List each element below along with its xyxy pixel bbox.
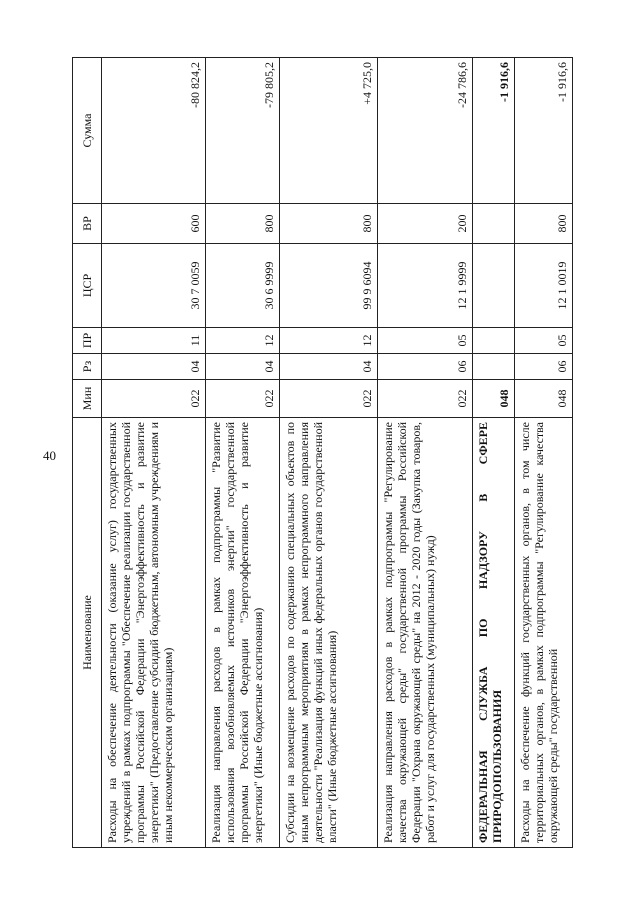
budget-table: [72, 57, 573, 848]
row-min: 022: [206, 380, 280, 418]
header-min: Мин: [73, 380, 102, 418]
header-sum: Сумма: [73, 58, 102, 204]
table-row: [378, 58, 473, 848]
row-vr: 800: [280, 204, 378, 244]
table-row: [102, 58, 206, 848]
row-pr: 12: [206, 328, 280, 354]
row-pr: [473, 328, 515, 354]
row-pr: 11: [102, 328, 206, 354]
row-rz: 04: [206, 354, 280, 380]
header-pr: ПР: [73, 328, 102, 354]
rotated-page: [72, 58, 592, 848]
row-vr: [473, 204, 515, 244]
row-sum: +4 725,0: [280, 58, 378, 204]
row-pr: 05: [515, 328, 573, 354]
row-sum: -1 916,6: [515, 58, 573, 204]
row-sum: -24 786,6: [378, 58, 473, 204]
row-rz: 04: [102, 354, 206, 380]
row-sum: -79 805,2: [206, 58, 280, 204]
table-row: [515, 58, 573, 848]
row-name: ФЕДЕРАЛЬНАЯ СЛУЖБА ПО НАДЗОРУ В СФЕРЕ ПРИРОДОПОЛЬЗОВАНИЯ: [473, 418, 515, 848]
row-vr: 800: [206, 204, 280, 244]
row-name: Реализация направления расходов в рамках подпрограммы "Развитие использования возобновляемых источников энергии" государственной программы Российской Федерации "Энергоэффективность и развитие энергетики" (Иные бюджетные ассигнования): [206, 418, 280, 848]
row-vr: 200: [378, 204, 473, 244]
table-row: [206, 58, 280, 848]
row-sum: -1 916,6: [473, 58, 515, 204]
row-min: 048: [515, 380, 573, 418]
row-rz: 06: [515, 354, 573, 380]
row-pr: 12: [280, 328, 378, 354]
row-min: 022: [378, 380, 473, 418]
row-name: Расходы на обеспечение функций государственных органов, в том числе территориальных органов, в рамках подпрограммы "Регулирование качества окружающей среды" государственной: [515, 418, 573, 848]
row-csr: [473, 244, 515, 328]
row-sum: -80 824,2: [102, 58, 206, 204]
row-csr: 12 1 9999: [378, 244, 473, 328]
row-pr: 05: [378, 328, 473, 354]
page-number: 40: [43, 448, 56, 463]
row-min: 022: [280, 380, 378, 418]
header-row: [73, 58, 102, 848]
row-csr: 99 9 6094: [280, 244, 378, 328]
row-rz: 04: [280, 354, 378, 380]
row-name: Реализация направления расходов в рамках подпрограммы "Регулирование качества окружающей среды" государственной программы Российской Федерации "Охрана окружающей среды" на 2012 - 2020 годы (Закупка товаров, работ и услуг для государственных (муниципальных) нужд): [378, 418, 473, 848]
row-csr: 12 1 0019: [515, 244, 573, 328]
header-csr: ЦСР: [73, 244, 102, 328]
row-name: Расходы на обеспечение деятельности (оказание услуг) государственных учреждений в рамках подпрограммы "Обеспечение реализации государственной программы Российской Федерации "Энергоэффективность и развитие энергетики" (Предоставление субсидий бюджетным, автономным учреждениям и иным некоммерческим организациям): [102, 418, 206, 848]
row-vr: 600: [102, 204, 206, 244]
row-rz: [473, 354, 515, 380]
row-rz: 06: [378, 354, 473, 380]
row-csr: 30 7 0059: [102, 244, 206, 328]
row-min: 022: [102, 380, 206, 418]
row-csr: 30 6 9999: [206, 244, 280, 328]
header-rz: Рз: [73, 354, 102, 380]
table-row: [473, 58, 515, 848]
row-min: 048: [473, 380, 515, 418]
header-vr: ВР: [73, 204, 102, 244]
header-name: Наименование: [73, 418, 102, 848]
row-vr: 800: [515, 204, 573, 244]
row-name: Субсидии на возмещение расходов по содержанию специальных объектов по иным непрограммным мероприятиям в рамках непрограммного направления деятельности "Реализация функций иных федеральных органов государственной власти" (Иные бюджетные ассигнования): [280, 418, 378, 848]
table-row: [280, 58, 378, 848]
